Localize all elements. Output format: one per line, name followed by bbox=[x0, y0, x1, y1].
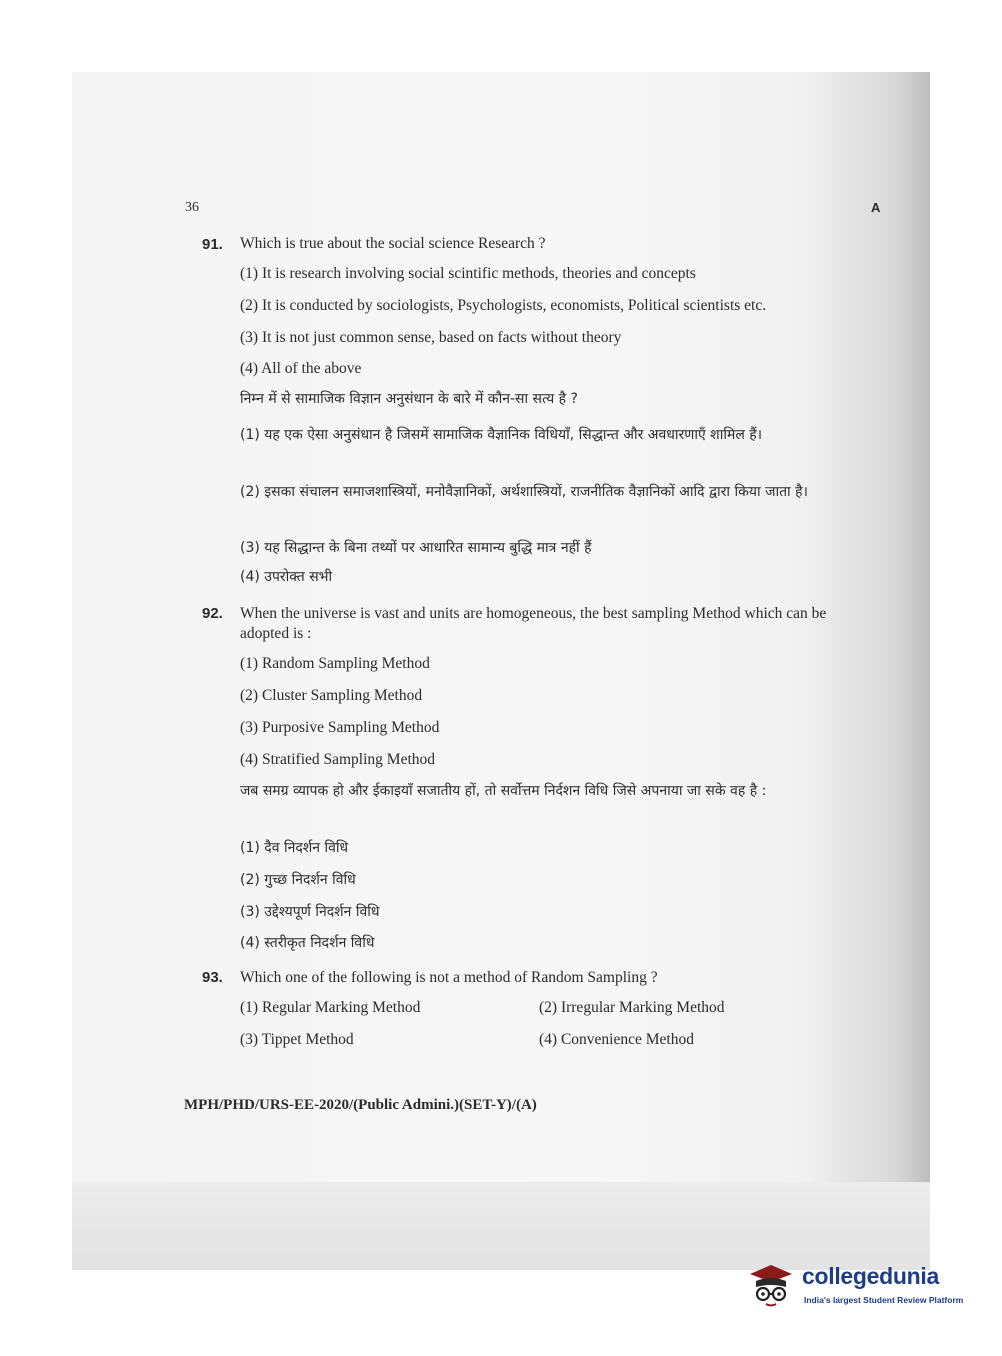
scanned-page bbox=[72, 72, 930, 1270]
option-hi: (1) दैव निदर्शन विधि bbox=[240, 840, 349, 856]
question-text-hi: जब समग्र व्यापक हो और ईकाइयाँ सजातीय हों, तो सर्वोत्तम निर्दशन विधि जिसे अपनाया जा सके वह है : bbox=[240, 783, 767, 799]
option-hi: (3) उद्देश्यपूर्ण निदर्शन विधि bbox=[240, 904, 380, 920]
question-number: 92. bbox=[202, 605, 223, 622]
option-hi: (2) इसका संचालन समाजशास्त्रियों, मनोवैज्ञानिकों, अर्थशास्त्रियों, राजनीतिक वैज्ञानिकों आदि द्वारा किया जाता है। bbox=[240, 484, 808, 500]
option-hi: (3) यह सिद्धान्त के बिना तथ्यों पर आधारित सामान्य बुद्धि मात्र नहीं हैं bbox=[240, 540, 592, 556]
option-en: (3) Tippet Method bbox=[240, 1031, 354, 1048]
set-letter: A bbox=[871, 200, 881, 215]
option-en: (4) Convenience Method bbox=[539, 1031, 694, 1048]
question-number: 91. bbox=[202, 236, 223, 253]
question-text-en: When the universe is vast and units are homogeneous, the best sampling Method which can be adopted is : bbox=[240, 605, 827, 642]
option-hi: (4) उपरोक्त सभी bbox=[240, 569, 333, 585]
question-text-hi: निम्न में से सामाजिक विज्ञान अनुसंधान के बारे में कौन-सा सत्य है ? bbox=[240, 391, 578, 407]
option-en: (4) All of the above bbox=[240, 360, 362, 377]
option-en: (3) Purposive Sampling Method bbox=[240, 719, 440, 736]
question-text-en: Which is true about the social science Research ? bbox=[240, 235, 546, 252]
option-en: (2) Irregular Marking Method bbox=[539, 999, 725, 1016]
logo-tagline: India's largest Student Review Platform bbox=[804, 1295, 964, 1305]
option-en: (1) Random Sampling Method bbox=[240, 655, 430, 672]
paper-code-footer: MPH/PHD/URS-EE-2020/(Public Admini.)(SET-Y)/(A) bbox=[184, 1097, 537, 1113]
logo-brand-text: collegedunia bbox=[802, 1263, 939, 1289]
option-en: (2) Cluster Sampling Method bbox=[240, 687, 423, 704]
page-number: 36 bbox=[185, 200, 199, 215]
collegedunia-logo bbox=[748, 1255, 980, 1325]
option-hi: (1) यह एक ऐसा अनुसंधान है जिसमें सामाजिक वैज्ञानिक विधियाँ, सिद्धान्त और अवधारणाएँ शामिल हैं। bbox=[240, 427, 763, 443]
option-hi: (4) स्तरीकृत निदर्शन विधि bbox=[240, 935, 375, 951]
question-text-en: Which one of the following is not a method of Random Sampling ? bbox=[240, 969, 658, 986]
option-en: (1) Regular Marking Method bbox=[240, 999, 421, 1016]
option-en: (1) It is research involving social scintific methods, theories and concepts bbox=[240, 265, 696, 282]
student-mascot-icon bbox=[748, 1263, 794, 1309]
question-number: 93. bbox=[202, 969, 223, 986]
option-en: (4) Stratified Sampling Method bbox=[240, 751, 436, 768]
option-hi: (2) गुच्छ निदर्शन विधि bbox=[240, 872, 356, 888]
option-en: (2) It is conducted by sociologists, Psychologists, economists, Political scientists etc. bbox=[240, 297, 767, 314]
option-en: (3) It is not just common sense, based on facts without theory bbox=[240, 329, 622, 346]
